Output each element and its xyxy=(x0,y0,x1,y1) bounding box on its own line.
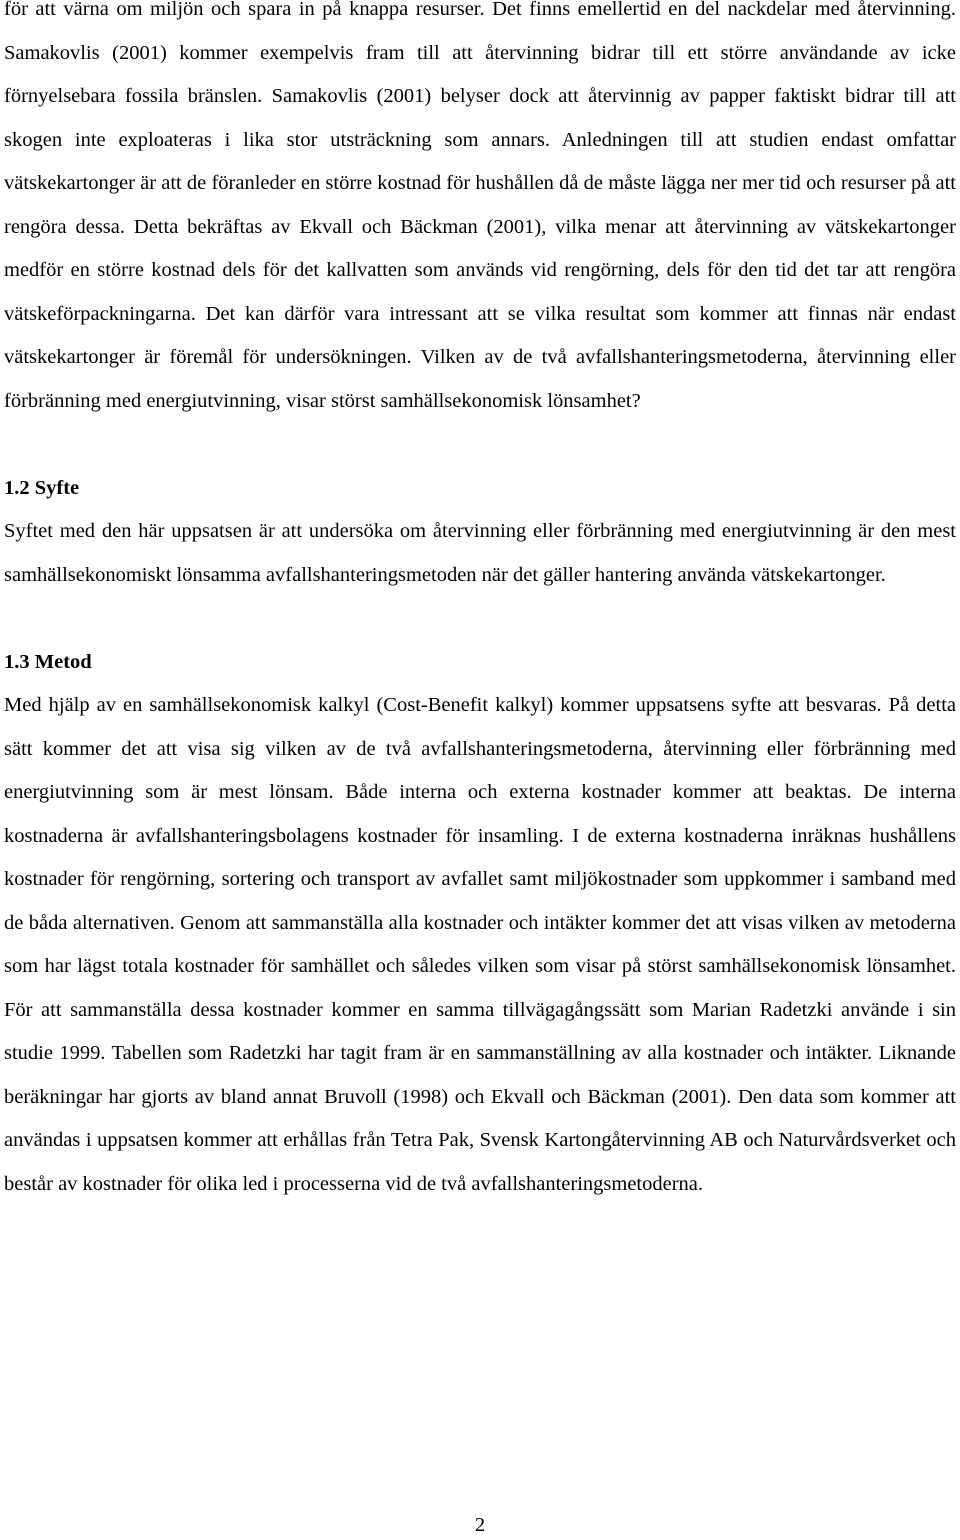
intro-paragraph: för att värna om miljön och spara in på knappa resurser. Det finns emellertid en del nackdelar med återvinning. Samakovlis (2001) kommer exempelvis fram till att återvinning bidrar till ett större användande av icke förnyelsebara fossila bränslen. Samakovlis (2001) belyser dock att återvinnig av papper faktiskt bidrar till att skogen inte exploateras i lika stor utsträckning som annars. Anledningen till att studien endast omfattar vätskekartonger är att de föranleder en större kostnad för hushållen då de måste lägga ner mer tid och resurser på att rengöra dessa. Detta bekräftas av Ekvall och Bäckman (2001), vilka menar att återvinning av vätskekartonger medför en större kostnad dels för det kallvatten som används vid rengörning, dels för den tid det tar att rengöra vätskeförpackningarna. Det kan därför vara intressant att se vilka resultat som kommer att finnas när endast vätskekartonger är föremål för undersökningen. Vilken av de två avfallshanteringsmetoderna, återvinning eller förbränning med energiutvinning, visar störst samhällsekonomisk lönsamhet? xyxy=(4,0,956,412)
section-heading-syfte: 1.2 Syfte xyxy=(4,476,80,499)
syfte-paragraph: Syftet med den här uppsatsen är att undersöka om återvinning eller förbränning med energiutvinning är den mest samhällsekonomiskt lönsamma avfallshanteringsmetoden när det gäller hantering använda vätskekartonger. xyxy=(4,520,956,586)
page-number: 2 xyxy=(474,1514,486,1536)
section-spacer xyxy=(4,423,956,467)
section-heading-metod: 1.3 Metod xyxy=(4,650,92,673)
section-spacer xyxy=(4,597,956,641)
metod-paragraph: Med hjälp av en samhällsekonomisk kalkyl (Cost-Benefit kalkyl) kommer uppsatsens syfte att besvaras. På detta sätt kommer det att visa sig vilken av de två avfallshanteringsmetoderna, återvinning eller förbränning med energiutvinning som är mest lönsam. Både interna och externa kostnader kommer att beaktas. De interna kostnaderna är avfallshanteringsbolagens kostnader för insamling. I de externa kostnaderna inräknas hushållens kostnader för rengörning, sortering och transport av avfallet samt miljökostnader som uppkommer i samband med de båda alternativen. Genom att sammanställa alla kostnader och intäkter kommer det att visas vilken av metoderna som har lägst totala kostnader för samhället och således vilken som visar på störst samhällsekonomisk lönsamhet. För att sammanställa dessa kostnader kommer en samma tillvägagångssätt som Marian Radetzki använde i sin studie 1999. Tabellen som Radetzki har tagit fram är en sammanställning av alla kostnader och intäkter. Liknande beräkningar har gjorts av bland annat Bruvoll (1998) och Ekvall och Bäckman (2001). Den data som kommer att användas i uppsatsen kommer att erhållas från Tetra Pak, Svensk Kartongåtervinning AB och Naturvårdsverket och består av kostnader för olika led i processerna vid de två avfallshanteringsmetoderna. xyxy=(4,694,956,1195)
document-page xyxy=(4,0,956,1206)
